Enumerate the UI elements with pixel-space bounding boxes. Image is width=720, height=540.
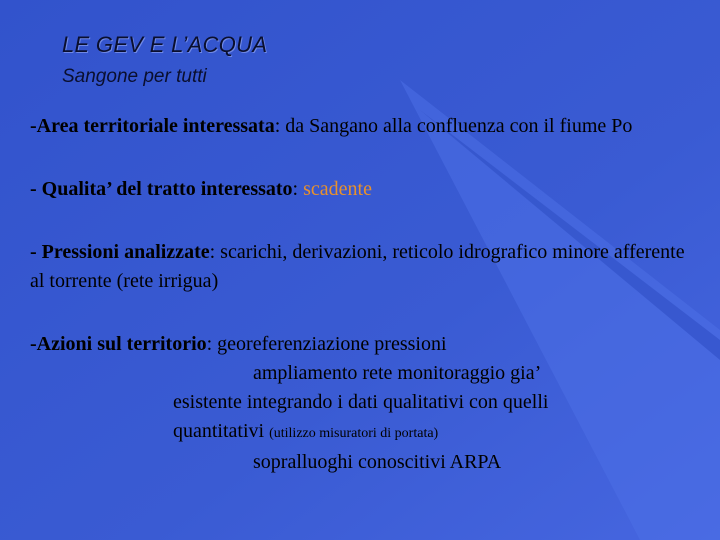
area-text: : da Sangano alla confluenza con il fiume Po [274, 115, 633, 137]
area-label: -Area territoriale interessata [30, 115, 275, 137]
pressioni-label: - Pressioni analizzate [30, 241, 210, 263]
azioni-line-2: ampliamento rete monitoraggio gia’ [253, 362, 542, 384]
paragraph-pressioni [30, 238, 700, 296]
qualita-label: - Qualita’ del tratto interessato [30, 178, 293, 200]
paragraph-qualita [30, 175, 700, 204]
azioni-line-5: sopralluoghi conoscitivi ARPA [253, 451, 502, 473]
qualita-value: scadente [303, 178, 372, 200]
azioni-line-4-main: quantitativi [173, 420, 270, 442]
azioni-line-4-small: (utilizzo misuratori di portata) [269, 426, 439, 441]
slide-subtitle: Sangone per tutti [62, 66, 207, 87]
pressioni-text: : scarichi, derivazioni, reticolo idrografico minore afferente al torrente (rete irrigua) [30, 241, 685, 292]
azioni-line-1: : georeferenziazione pressioni [206, 333, 447, 355]
paragraph-azioni [30, 330, 700, 477]
azioni-line-4 [30, 417, 700, 448]
azioni-line-3: esistente integrando i dati qualitativi con quelli [173, 391, 549, 413]
slide-body [30, 112, 700, 477]
qualita-separator: : [292, 178, 304, 200]
paragraph-area [30, 112, 700, 141]
azioni-label: -Azioni sul territorio [30, 333, 207, 355]
slide-title: LE GEV E L’ACQUA [62, 32, 268, 57]
